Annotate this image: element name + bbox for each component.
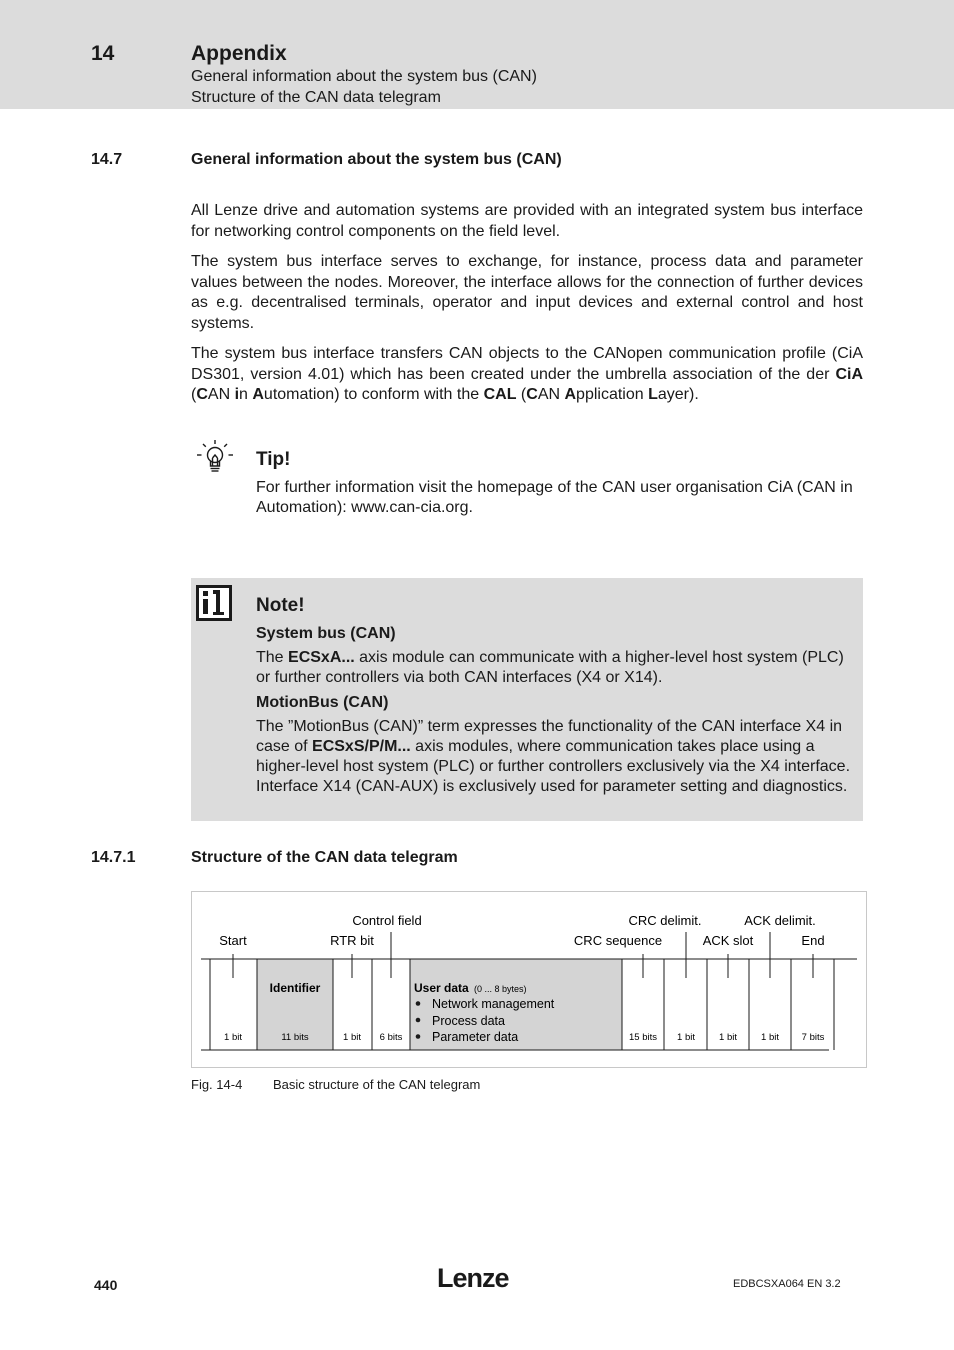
note-paragraph-2: The ”MotionBus (CAN)” term expresses the functionality of the CAN interface X4 in case of ECSxS/P/M... axis modules, where communication takes place using a higher-level host system (PLC) or further controllers exclusively via the X4 interface. Interface X14 (CAN-AUX) is exclusively used for parameter setting and diagnostics. (256, 718, 851, 795)
user-data-label: User data (414, 981, 469, 995)
user-data-bullet-1: Network management (432, 997, 555, 1011)
subsection-title: Structure of the CAN data telegram (191, 849, 458, 866)
label-crc-sequence: CRC sequence (573, 933, 663, 948)
bits-rtr: 1 bit (343, 1032, 361, 1043)
chapter-number: 14 (91, 42, 115, 65)
bullet-dot (416, 1018, 421, 1023)
bits-crc-sequence: 15 bits (629, 1032, 657, 1043)
tip-heading: Tip! (256, 449, 291, 470)
bits-ack-delimit: 1 bit (761, 1032, 779, 1043)
page-number: 440 (94, 1277, 118, 1293)
lenze-logo: Lenze (437, 1263, 509, 1293)
label-end: End (801, 933, 825, 948)
label-crc-delimit: CRC delimit. (628, 913, 702, 928)
note-subheading-system-bus: System bus (CAN) (256, 625, 396, 642)
chapter-title: Appendix (191, 42, 287, 65)
bits-crc-delimit: 1 bit (677, 1032, 695, 1043)
header-subtitle-1: General information about the system bus (CAN) (191, 68, 537, 85)
note-subheading-motionbus: MotionBus (CAN) (256, 694, 389, 711)
header-subtitle-2: Structure of the CAN data telegram (191, 89, 441, 106)
user-data-bullet-3: Parameter data (432, 1030, 519, 1044)
can-telegram-diagram (191, 891, 867, 1068)
bullet-dot (416, 1001, 421, 1006)
section-title: General information about the system bus (CAN) (191, 151, 562, 168)
figure-number: Fig. 14-4 (191, 1077, 243, 1092)
bits-identifier: 11 bits (281, 1032, 309, 1043)
figure-caption: Basic structure of the CAN telegram (273, 1077, 481, 1092)
subsection-number: 14.7.1 (91, 849, 136, 866)
paragraph-3: The system bus interface transfers CAN objects to the CANopen communication profile (CiA DS301, version 4.01) which has been created under the umbrella association of the der CiA (CAN in Automation) to conform with the CAL (CAN Application Layer). (191, 345, 863, 403)
bullet-dot (416, 1034, 421, 1039)
section-number: 14.7 (91, 151, 123, 168)
tip-text: For further information visit the homepage of the CAN user organisation CiA (CAN in Automation): www.can-cia.org. (256, 479, 853, 516)
bits-control: 6 bits (379, 1032, 403, 1043)
paragraph-2: The system bus interface serves to exchange, for instance, process data and parameter values between the nodes. Moreover, the interface allows for the connection of further devices as e.g. decentralised terminals, operator and input devices and external control and host systems. (191, 253, 863, 332)
bits-start: 1 bit (224, 1032, 242, 1043)
chapter-header-band (0, 0, 954, 109)
bits-end: 7 bits (801, 1032, 825, 1043)
lightbulb-icon (195, 438, 235, 478)
note-paragraph-1: The ECSxA... axis module can communicate with a higher-level host system (PLC) or further controllers via both CAN interfaces (X4 or X14). (256, 649, 844, 686)
bits-ack-slot: 1 bit (719, 1032, 737, 1043)
user-data-bullet-2: Process data (432, 1014, 505, 1028)
info-icon (196, 585, 232, 621)
note-heading: Note! (256, 595, 305, 616)
user-data-note: (0 ... 8 bytes) (474, 984, 527, 994)
label-ack-delimit: ACK delimit. (744, 913, 816, 928)
label-rtr-bit: RTR bit (330, 933, 374, 948)
identifier-label: Identifier (269, 981, 321, 995)
label-start: Start (219, 933, 247, 948)
label-control-field: Control field (352, 913, 422, 928)
paragraph-1: All Lenze drive and automation systems are provided with an integrated system bus interface for networking control components on the field level. (191, 202, 863, 240)
label-ack-slot: ACK slot (702, 933, 754, 948)
document-id: EDBCSXA064 EN 3.2 (733, 1278, 841, 1290)
